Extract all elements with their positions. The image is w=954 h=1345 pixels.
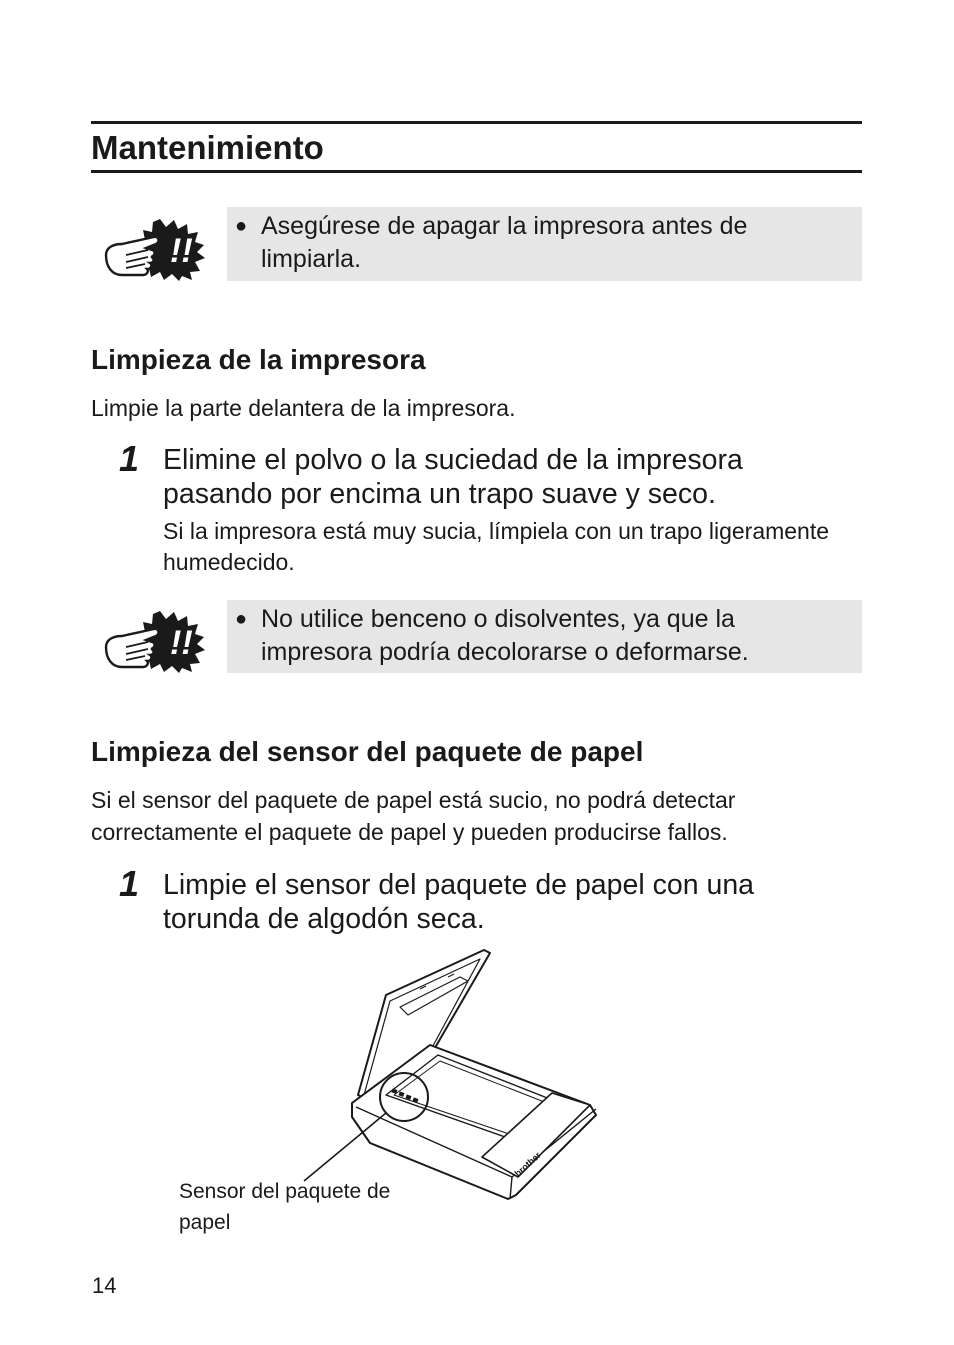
intro-sensor-cleaning: Si el sensor del paquete de papel está sucio, no podrá detectar correctamente el paquete de papel y pueden producirse fallos. (91, 787, 736, 845)
bullet: ● (235, 215, 248, 237)
step-number: 1 (119, 863, 140, 904)
warning-hand-icon (102, 609, 206, 673)
note-text: No utilice benceno o disolventes, ya que la impresora podría decolorarse o deformarse. (261, 605, 749, 666)
note-box (227, 207, 862, 281)
printer-illustration (290, 945, 620, 1210)
section-title-bar (91, 121, 862, 173)
svg-text:!!: !! (170, 232, 193, 270)
step-text: Limpie el sensor del paquete de papel con una torunda de algodón seca. (163, 869, 755, 935)
step-detail: Si la impresora está muy sucia, límpiela con un trapo ligeramente humedecido. (163, 518, 830, 575)
bullet: ● (235, 608, 248, 630)
intro-printer-cleaning: Limpie la parte delantera de la impresora. (91, 395, 516, 421)
step-number: 1 (119, 438, 140, 479)
brand-logo: brother (512, 1149, 543, 1179)
page-title: Mantenimiento (91, 129, 324, 166)
heading-sensor-cleaning: Limpieza del sensor del paquete de papel (91, 736, 644, 767)
figure-caption: Sensor del paquete de papel (179, 1180, 391, 1234)
warning-hand-icon (102, 217, 206, 281)
page-number: 14 (92, 1273, 117, 1298)
svg-text:!!: !! (170, 624, 193, 662)
note-text: Asegúrese de apagar la impresora antes de limpiarla. (261, 212, 748, 273)
heading-printer-cleaning: Limpieza de la impresora (91, 344, 426, 375)
note-box (227, 600, 862, 673)
step-text: Elimine el polvo o la suciedad de la impresora pasando por encima un trapo suave y seco. (163, 444, 743, 510)
